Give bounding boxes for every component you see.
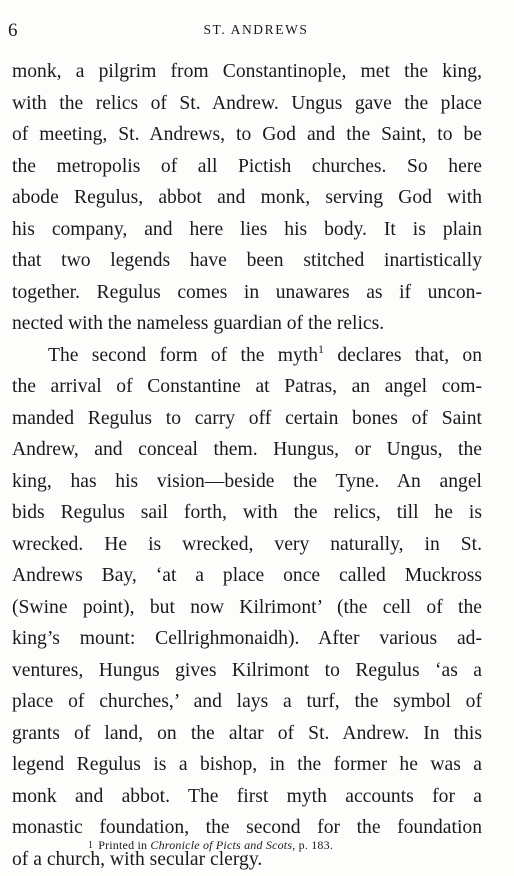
- text-line: his company, and here lies his body. It is plain: [12, 218, 482, 240]
- text-line: [12, 340, 482, 372]
- text-line: that two legends have been stitched inartistically: [12, 250, 482, 271]
- text-line: king’s mount: Cellrighmonaidh). After various ad-: [12, 628, 482, 649]
- text-line: nected with the nameless guardian of the relics.: [12, 313, 385, 334]
- text-line: of a church, with secular clergy.: [12, 848, 263, 870]
- running-head: ST. ANDREWS: [203, 22, 309, 37]
- text-line: with the relics of St. Andrew. Ungus gave the place: [12, 92, 482, 114]
- paragraph-2: [12, 340, 482, 876]
- paragraph-1: [12, 56, 482, 340]
- text-line: Andrew, and conceal them. Hungus, or Ungus, the: [12, 439, 482, 460]
- footnote: [88, 838, 333, 853]
- text-line: place of churches,’ and lays a turf, the symbol of: [12, 691, 482, 712]
- text-line: (Swine point), but now Kilrimont’ (the cell of the: [12, 596, 482, 618]
- text-line: abode Regulus, abbot and monk, serving God with: [12, 187, 482, 208]
- text-line: wrecked. He is wrecked, very naturally, in St.: [12, 533, 482, 555]
- text-line: Andrews Bay, ‘at a place once called Muckross: [12, 565, 482, 586]
- footnote-mark: 1: [88, 840, 94, 851]
- text-line: manded Regulus to carry off certain bones of Saint: [12, 407, 482, 429]
- text-line: monk, a pilgrim from Constantinople, met the king,: [12, 61, 482, 82]
- footnote-prefix: Printed in: [98, 838, 151, 852]
- text-line: the metropolis of all Pictish churches. So here: [12, 155, 482, 177]
- text-line: together. Regulus comes in unawares as if uncon-: [12, 281, 482, 303]
- text-line: of meeting, St. Andrews, to God and the Saint, to be: [12, 124, 482, 145]
- text-fragment: The second form of the myth: [48, 344, 319, 366]
- footnote-suffix: , p. 183.: [292, 838, 334, 852]
- text-line: ventures, Hungus gives Kilrimont to Regulus ‘as a: [12, 659, 482, 681]
- footnote-title: Chronicle of Picts and Scots: [150, 838, 293, 852]
- text-line: the arrival of Constantine at Patras, an angel com-: [12, 376, 482, 397]
- page-number: 6: [8, 20, 18, 41]
- text-fragment: declares that, on: [324, 344, 482, 366]
- page-header: [8, 20, 504, 42]
- text-line: king, has his vision—beside the Tyne. An angel: [12, 470, 482, 492]
- text-line: bids Regulus sail forth, with the relics, till he is: [12, 502, 482, 523]
- footnote-reference: 1: [318, 341, 325, 356]
- text-line: legend Regulus is a bishop, in the former he was a: [12, 754, 482, 775]
- text-line: monastic foundation, the second for the foundation: [12, 817, 482, 838]
- text-line: grants of land, on the altar of St. Andrew. In this: [12, 722, 482, 744]
- text-line: monk and abbot. The first myth accounts for a: [12, 785, 482, 807]
- body-text: [12, 56, 482, 875]
